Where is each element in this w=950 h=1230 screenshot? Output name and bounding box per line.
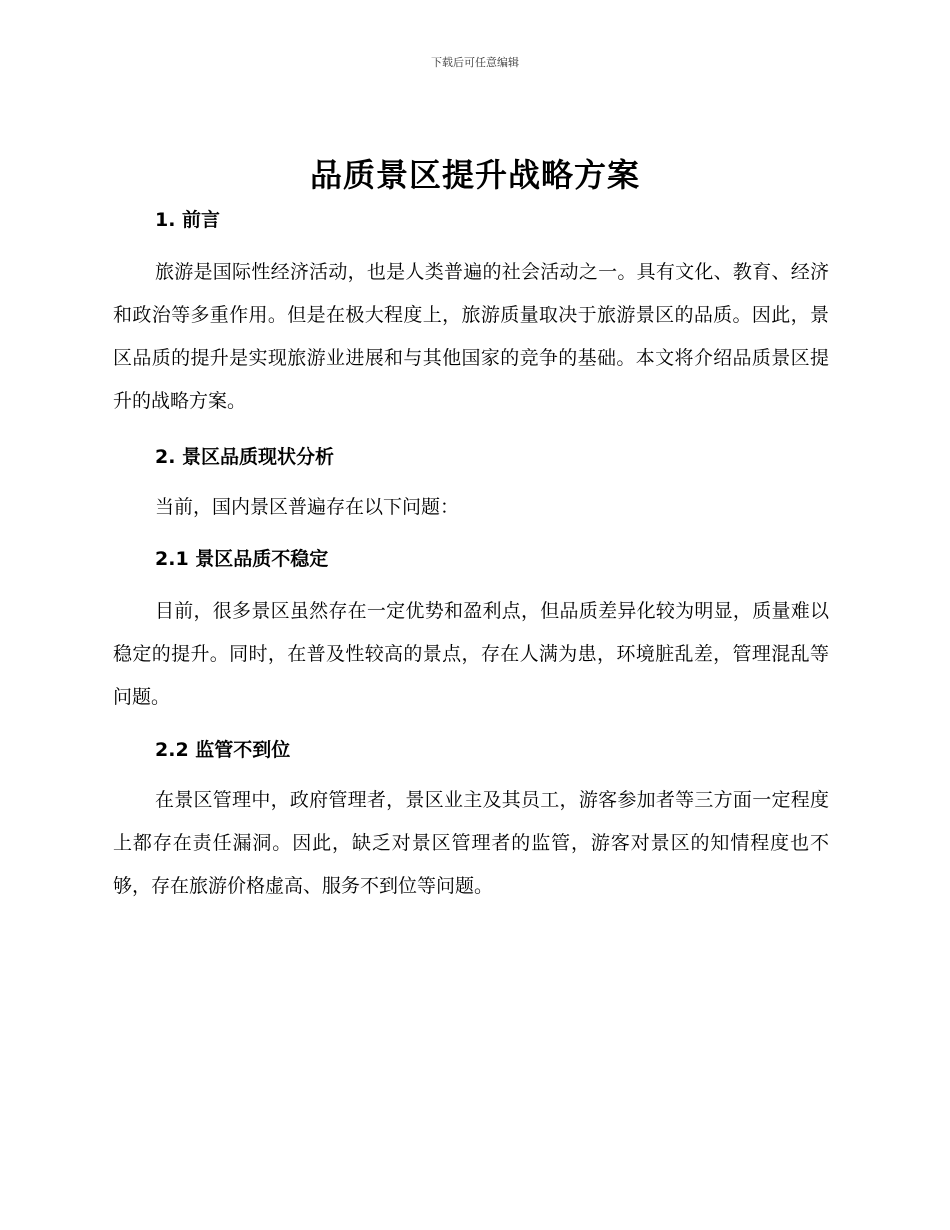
section-heading-preface: 1. 前言 xyxy=(155,209,221,231)
document-title: 品质景区提升战略方案 xyxy=(309,156,640,194)
section-heading-unstable-quality: 2.1 景区品质不稳定 xyxy=(155,548,329,570)
section-heading-status-analysis: 2. 景区品质现状分析 xyxy=(155,446,335,468)
document-body xyxy=(113,200,829,908)
paragraph-unstable-quality: 目前，很多景区虽然存在一定优势和盈利点，但品质差异化较为明显，质量难以稳定的提升。同时，在普及性较高的景点，存在人满为患，环境脏乱差，管理混乱等问题。 xyxy=(113,600,829,708)
paragraph-preface: 旅游是国际性经济活动，也是人类普遍的社会活动之一。具有文化、教育、经济和政治等多重作用。但是在极大程度上，旅游质量取决于旅游景区的品质。因此，景区品质的提升是实现旅游业进展和与其他国家的竞争的基础。本文将介绍品质景区提升的战略方案。 xyxy=(113,261,829,412)
paragraph-supervision: 在景区管理中，政府管理者，景区业主及其员工，游客参加者等三方面一定程度上都存在责任漏洞。因此，缺乏对景区管理者的监管，游客对景区的知情程度也不够，存在旅游价格虚高、服务不到位等问题。 xyxy=(113,789,829,897)
paragraph-status-analysis: 当前，国内景区普遍存在以下问题： xyxy=(155,496,460,518)
section-heading-supervision: 2.2 监管不到位 xyxy=(155,739,291,761)
page-header-note: 下载后可任意编辑 xyxy=(431,56,519,69)
